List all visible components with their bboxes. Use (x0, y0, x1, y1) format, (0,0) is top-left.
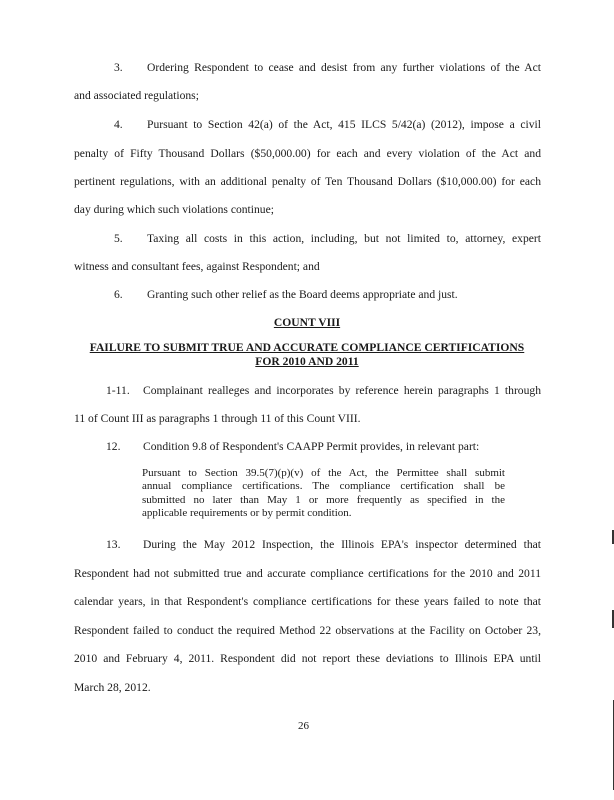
quote-line-2: annual compliance certifications. The compliance certification shall be (142, 480, 505, 492)
quote-line-1: Pursuant to Section 39.5(7)(p)(v) of the Act, the Permittee shall submit (142, 467, 505, 479)
item-4-line-2: penalty of Fifty Thousand Dollars ($50,000.00) for each and every violation of the Act and (74, 147, 541, 160)
para-12-line-1: Condition 9.8 of Respondent's CAAPP Permit provides, in relevant part: (143, 440, 480, 453)
para-13-line-6: March 28, 2012. (74, 681, 151, 694)
para-1-11-number: 1-11. (106, 384, 130, 397)
para-13-number: 13. (106, 538, 121, 551)
item-5-line-1: Taxing all costs in this action, including, but not limited to, attorney, expert (147, 232, 541, 245)
para-13-line-3: calendar years, in that Respondent's compliance certifications for these years failed to note that (74, 595, 541, 608)
quote-line-3: submitted no later than May 1 or more frequently as specified in the (142, 494, 505, 506)
item-3-line-1: Ordering Respondent to cease and desist from any further violations of the Act (147, 61, 541, 74)
para-13-line-4: Respondent failed to conduct the required Method 22 observations at the Facility on October 23, (74, 624, 541, 637)
item-3-number: 3. (114, 61, 123, 74)
count-heading: COUNT VIII (273, 316, 341, 329)
item-5-number: 5. (114, 232, 123, 245)
para-1-11-line-1: Complainant realleges and incorporates by reference herein paragraphs 1 through (143, 384, 541, 397)
para-1-11-line-2: 11 of Count III as paragraphs 1 through 11 of this Count VIII. (74, 412, 361, 425)
item-3-line-2: and associated regulations; (74, 89, 199, 102)
item-4-line-4: day during which such violations continue; (74, 203, 274, 216)
item-4-line-3: pertinent regulations, with an additional penalty of Ten Thousand Dollars ($10,000.00) for each (74, 175, 541, 188)
quote-line-4: applicable requirements or by permit condition. (142, 507, 352, 519)
page-number: 26 (298, 720, 309, 732)
para-13-line-2: Respondent had not submitted true and accurate compliance certifications for the 2010 and 2011 (74, 567, 541, 580)
count-title-line-2: FOR 2010 AND 2011 (255, 355, 359, 368)
item-6-number: 6. (114, 288, 123, 301)
para-13-line-5: 2010 and February 4, 2011. Respondent did not report these deviations to Illinois EPA until (74, 652, 541, 665)
item-4-number: 4. (114, 118, 123, 131)
item-5-line-2: witness and consultant fees, against Respondent; and (74, 260, 320, 273)
count-title-line-1: FAILURE TO SUBMIT TRUE AND ACCURATE COMPLIANCE CERTIFICATIONS (89, 341, 525, 354)
para-13-line-1: During the May 2012 Inspection, the Illinois EPA's inspector determined that (143, 538, 541, 551)
item-6-line-1: Granting such other relief as the Board deems appropriate and just. (147, 288, 458, 301)
item-4-line-1: Pursuant to Section 42(a) of the Act, 415 ILCS 5/42(a) (2012), impose a civil (147, 118, 541, 131)
para-12-number: 12. (106, 440, 121, 453)
